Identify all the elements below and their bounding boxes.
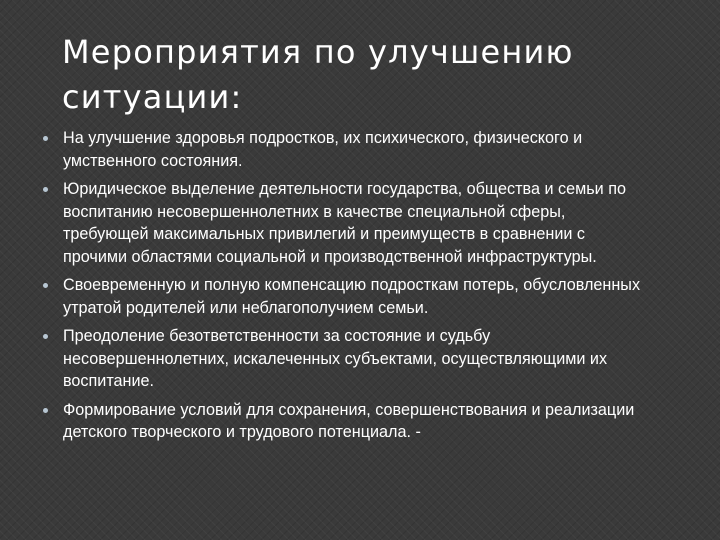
bullet-text: Своевременную и полную компенсацию подросткам потерь, обусловленных утратой родителей или неблагополучием семьи. bbox=[63, 276, 641, 317]
bullet-dot-icon bbox=[43, 187, 48, 192]
bullet-text: На улучшение здоровья подростков, их психического, физического и умственного состояния. bbox=[63, 129, 583, 170]
bullet-dot-icon bbox=[43, 136, 48, 141]
bullet-text: Преодоление безответственности за состояние и судьбу несовершеннолетних, искалеченных субъектами, осуществляющими их воспитание. bbox=[63, 327, 608, 390]
bullet-item bbox=[43, 178, 643, 268]
bullet-item bbox=[43, 325, 643, 393]
bullet-item bbox=[43, 399, 643, 444]
bullet-list bbox=[43, 127, 643, 450]
bullet-dot-icon bbox=[43, 334, 48, 339]
bullet-text: Юридическое выделение деятельности государства, общества и семьи по воспитанию несовершеннолетних в качестве специальной сферы, требующей максимальных привилегий и преимуществ в сравнении с прочими областями социальной и производственной инфраструктуры. bbox=[63, 180, 626, 266]
bullet-text: Формирование условий для сохранения, совершенствования и реализации детского творческого и трудового потенциала. - bbox=[63, 400, 635, 441]
bullet-item bbox=[43, 127, 643, 172]
bullet-dot-icon bbox=[43, 283, 48, 288]
slide-title: Мероприятия по улучшению ситуации: bbox=[62, 33, 574, 116]
bullet-dot-icon bbox=[43, 408, 48, 413]
bullet-item bbox=[43, 274, 643, 319]
